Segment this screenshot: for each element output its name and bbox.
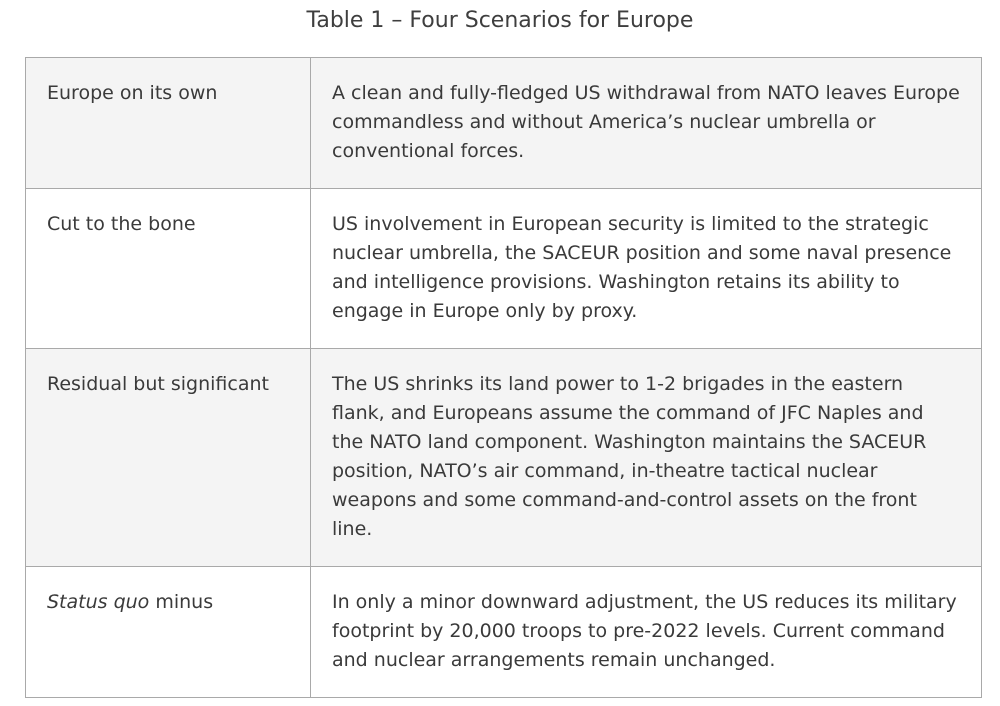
scenario-description: In only a minor downward adjustment, the US reduces its military footprint by 20,000 troops to pre-2022 levels. Current command and nuclear arrangements remain unchanged. xyxy=(311,567,982,698)
table-row xyxy=(26,349,982,567)
scenario-name: Cut to the bone xyxy=(26,189,311,349)
scenario-name-italic: Status quo xyxy=(47,591,150,613)
table-row xyxy=(26,189,982,349)
scenario-description: A clean and fully-fledged US withdrawal from NATO leaves Europe commandless and without America’s nuclear umbrella or conventional forces. xyxy=(311,58,982,189)
scenario-description: The US shrinks its land power to 1-2 brigades in the eastern flank, and Europeans assume the command of JFC Naples and the NATO land component. Washington maintains the SACEUR position, NATO’s air command, in-theatre tactical nuclear weapons and some command-and-control assets on the front line. xyxy=(311,349,982,567)
table-row xyxy=(26,58,982,189)
table-title: Table 1 – Four Scenarios for Europe xyxy=(306,8,694,33)
scenario-name: Residual but significant xyxy=(26,349,311,567)
table-row xyxy=(26,567,982,698)
scenario-name xyxy=(26,567,311,698)
scenarios-table xyxy=(25,57,982,698)
scenario-description: US involvement in European security is limited to the strategic nuclear umbrella, the SACEUR position and some naval presence and intelligence provisions. Washington retains its ability to engage in Europe only by proxy. xyxy=(311,189,982,349)
scenario-name: Europe on its own xyxy=(26,58,311,189)
scenario-name-rest: minus xyxy=(149,591,214,613)
